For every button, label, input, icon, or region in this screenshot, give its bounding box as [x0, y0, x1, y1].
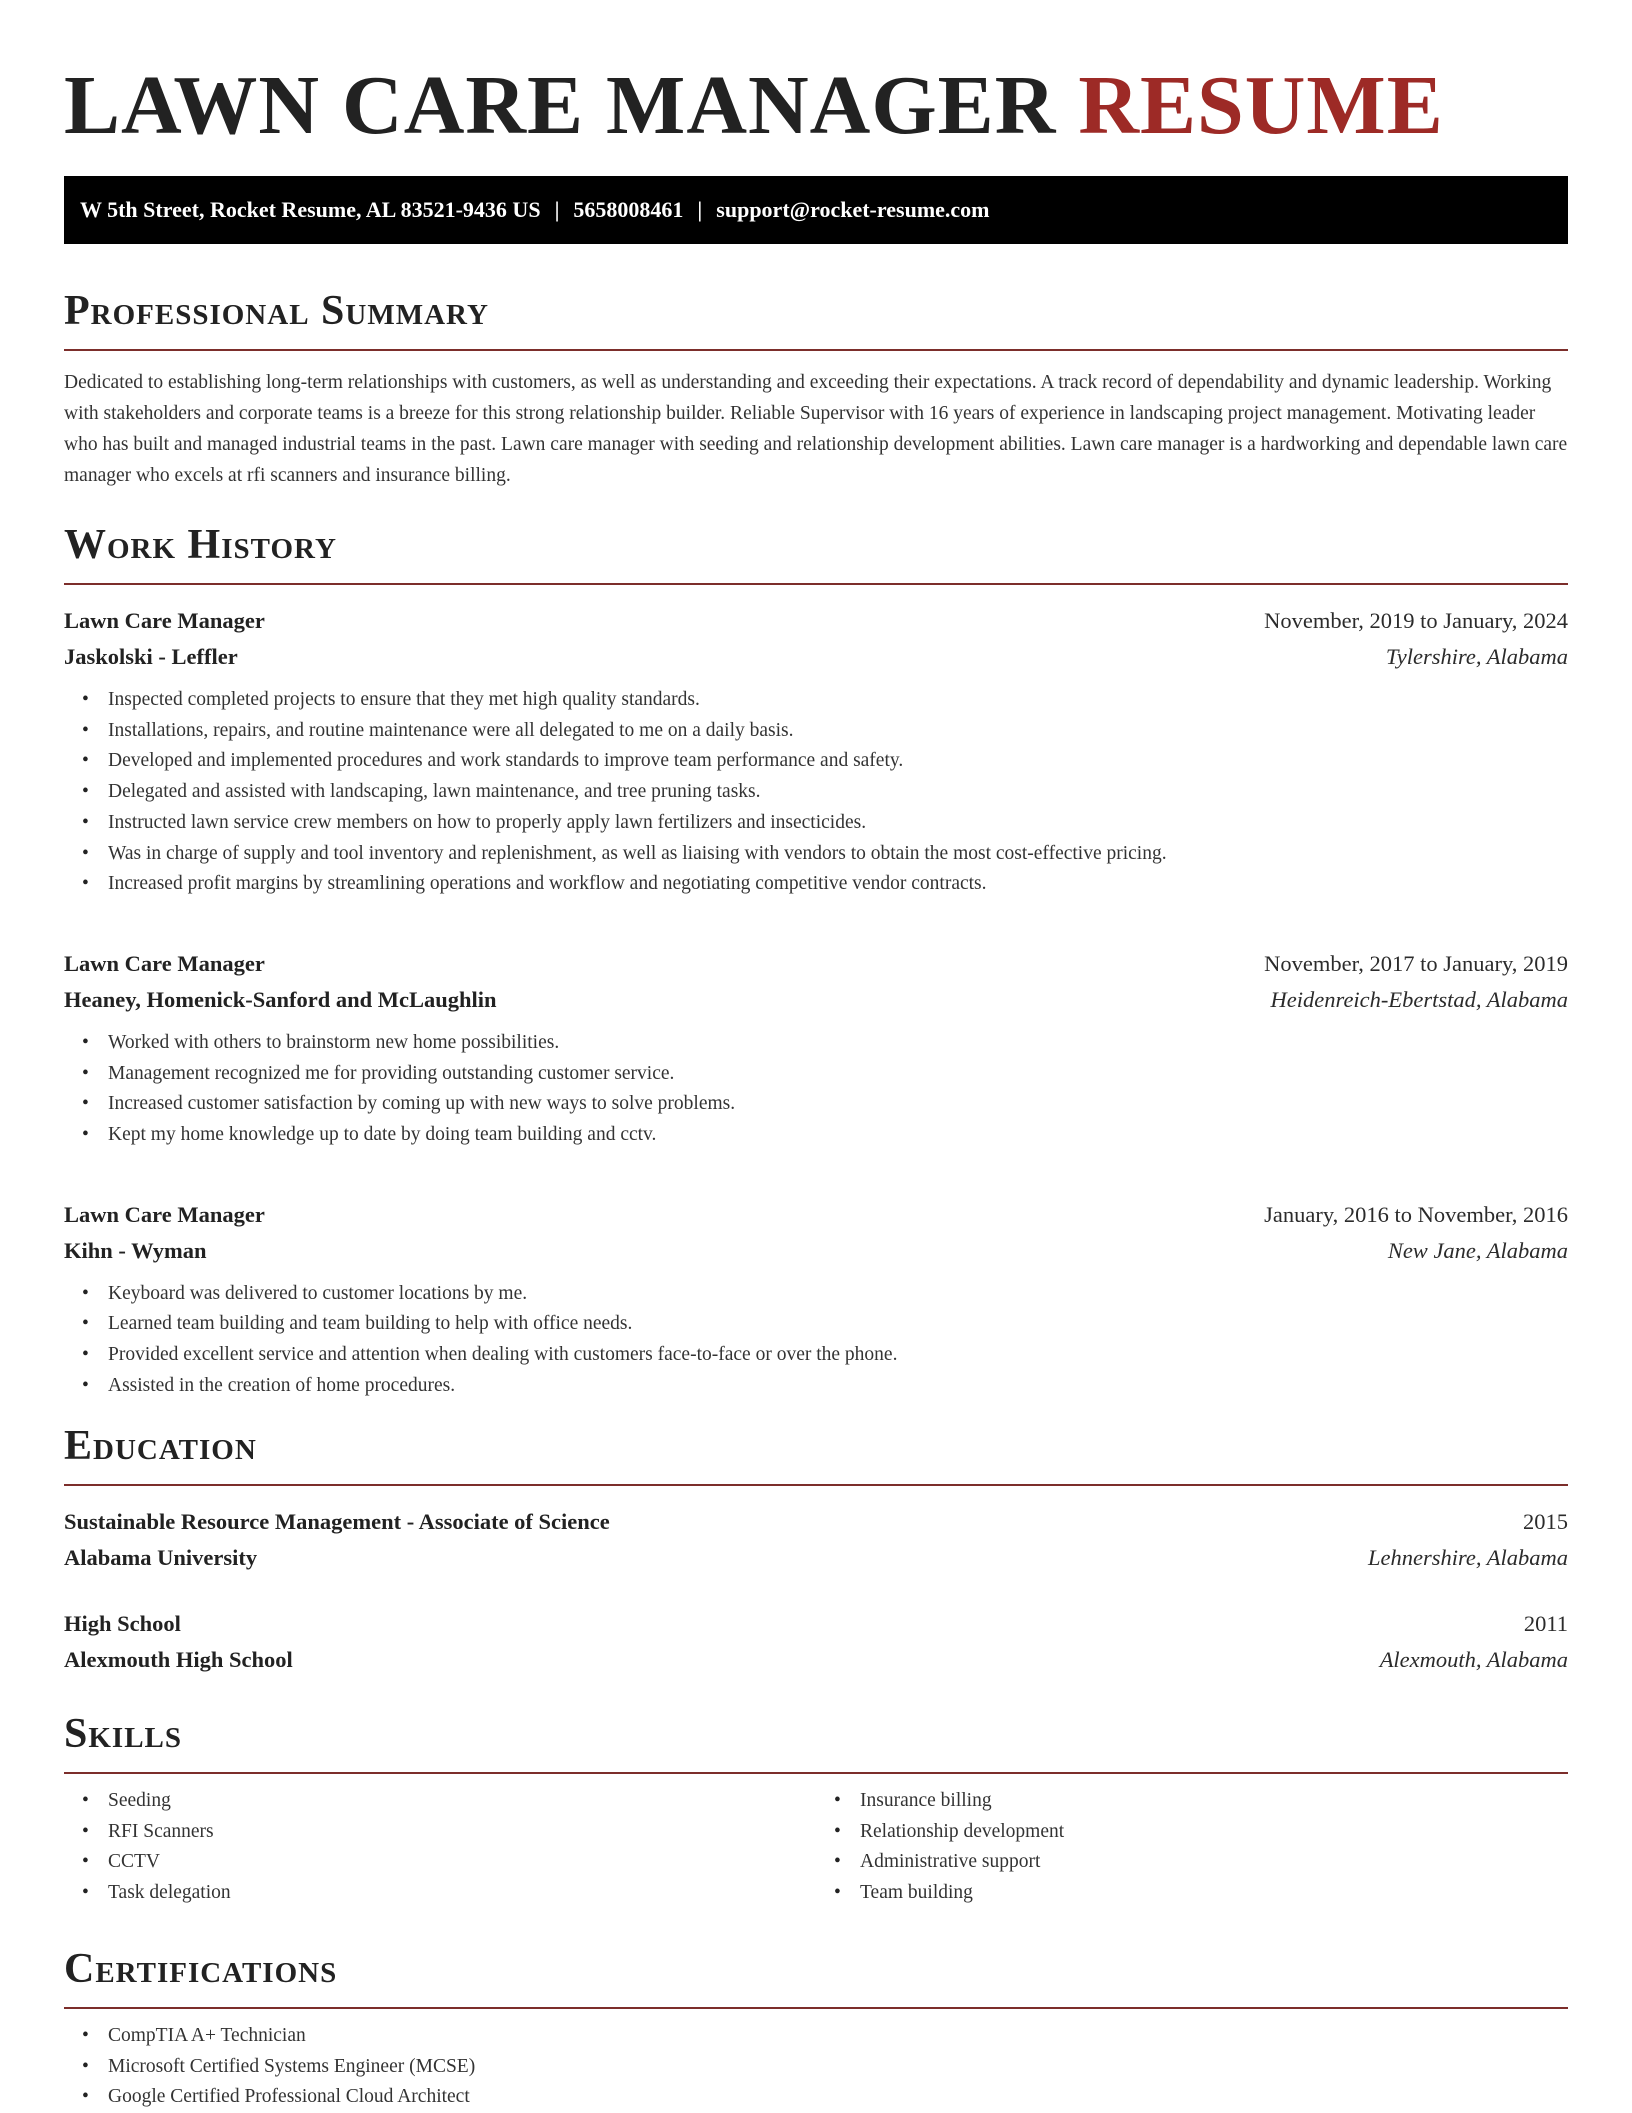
job-location: Tylershire, Alabama: [1385, 644, 1568, 669]
contact-separator: |: [697, 197, 703, 222]
duty-item: • Was in charge of supply and tool inventory and replenishment, as well as liaising with vendors to obtain the most cost-effective pricing.: [108, 839, 1568, 870]
title-main: LAWN CARE MANAGER: [64, 59, 1057, 152]
job-duties: [64, 1279, 1568, 1402]
job-title: Lawn Care Manager: [64, 608, 265, 633]
skill-item: • Seeding: [108, 1786, 816, 1817]
duty-item: • Increased profit margins by streamlining operations and workflow and negotiating competitive vendor contracts.: [108, 869, 1568, 900]
job-dates: January, 2016 to November, 2016: [1264, 1201, 1568, 1227]
resume-title: [64, 56, 1444, 156]
job-title: Lawn Care Manager: [64, 1201, 265, 1227]
skills-list-right: [816, 1786, 1568, 1909]
work-history-heading: Work History: [64, 517, 1568, 585]
skills-columns: [64, 1786, 1568, 1909]
education-location: Alexmouth, Alabama: [1379, 1647, 1568, 1672]
skill-item: • Team building: [860, 1878, 1568, 1909]
job-dates: November, 2019 to January, 2024: [1264, 608, 1568, 633]
work-history-section: [64, 517, 1568, 1402]
certifications-section: [64, 1941, 1568, 2113]
education-year: 2015: [1523, 1509, 1568, 1534]
summary-heading: Professional Summary: [64, 283, 1568, 351]
education-school: Alexmouth High School: [64, 1647, 293, 1672]
duty-item: • Learned team building and team building to help with office needs.: [108, 1309, 1568, 1340]
education-location: Lehnershire, Alabama: [1368, 1545, 1568, 1570]
education-year: 2011: [1523, 1611, 1568, 1636]
job-company: Heaney, Homenick-Sanford and McLaughlin: [64, 986, 497, 1012]
skill-item: • CCTV: [108, 1847, 816, 1878]
duty-item: • Inspected completed projects to ensure that they met high quality standards.: [108, 685, 1568, 716]
skills-heading: Skills: [64, 1706, 1568, 1774]
certification-item: • Microsoft Certified Systems Engineer (MCSE): [108, 2052, 1568, 2083]
contact-email: support@rocket-resume.com: [716, 197, 990, 222]
contact-phone: 5658008461: [573, 197, 684, 222]
duty-item: • Management recognized me for providing outstanding customer service.: [108, 1059, 1568, 1090]
job-company: Kihn - Wyman: [64, 1237, 207, 1263]
certifications-list: [64, 2021, 1568, 2113]
skill-item: • Administrative support: [860, 1847, 1568, 1878]
skill-item: • Relationship development: [860, 1817, 1568, 1848]
duty-item: • Keyboard was delivered to customer locations by me.: [108, 1279, 1568, 1310]
job-duties: [64, 685, 1568, 900]
certifications-heading: Certifications: [64, 1941, 1568, 2009]
job-location: New Jane, Alabama: [1387, 1237, 1568, 1263]
duty-item: • Developed and implemented procedures and work standards to improve team performance and safety.: [108, 746, 1568, 777]
duty-item: • Installations, repairs, and routine maintenance were all delegated to me on a daily basis.: [108, 716, 1568, 747]
job-company: Jaskolski - Leffler: [64, 644, 238, 669]
job-entry: [64, 1197, 1568, 1402]
education-degree: High School: [64, 1611, 181, 1636]
duty-item: • Provided excellent service and attention when dealing with customers face-to-face or over the phone.: [108, 1340, 1568, 1371]
contact-bar: [64, 176, 1568, 244]
contact-address: W 5th Street, Rocket Resume, AL 83521-9436 US: [80, 197, 541, 222]
duty-item: • Instructed lawn service crew members on how to properly apply lawn fertilizers and insecticides.: [108, 808, 1568, 839]
job-dates: November, 2017 to January, 2019: [1264, 950, 1568, 976]
duty-item: • Increased customer satisfaction by coming up with new ways to solve problems.: [108, 1089, 1568, 1120]
duty-item: • Kept my home knowledge up to date by doing team building and cctv.: [108, 1120, 1568, 1151]
certification-item: • Google Certified Professional Cloud Architect: [108, 2082, 1568, 2113]
job-duties: [64, 1028, 1568, 1151]
duty-item: • Worked with others to brainstorm new home possibilities.: [108, 1028, 1568, 1059]
education-heading: Education: [64, 1418, 1568, 1486]
summary-text: Dedicated to establishing long-term relationships with customers, as well as understanding and exceeding their expectations. A track record of dependability and dynamic leadership. Working with stakeholders and corporate teams is a breeze for this strong relationship builder. Reliable Supervisor with 16 years of experience in landscaping project management. Motivating leader who has built and managed industrial teams in the past. Lawn care manager with seeding and relationship development abilities. Lawn care manager is a hardworking and dependable lawn care manager who excels at rfi scanners and insurance billing.: [64, 372, 1568, 486]
education-school: Alabama University: [64, 1545, 258, 1570]
education-entry: [64, 1606, 1568, 1678]
skills-list-left: [64, 1786, 816, 1909]
title-accent: RESUME: [1078, 59, 1444, 152]
contact-separator: |: [554, 197, 560, 222]
education-section: [64, 1418, 1568, 1678]
job-location: Heidenreich-Ebertstad, Alabama: [1270, 986, 1568, 1012]
duty-item: • Assisted in the creation of home procedures.: [108, 1371, 1568, 1402]
education-entry: [64, 1504, 1568, 1576]
skill-item: • Task delegation: [108, 1878, 816, 1909]
summary-section: [64, 283, 1568, 491]
skill-item: • RFI Scanners: [108, 1817, 816, 1848]
job-title: Lawn Care Manager: [64, 950, 265, 976]
skill-item: • Insurance billing: [860, 1786, 1568, 1817]
job-entry: [64, 603, 1568, 900]
job-entry: [64, 946, 1568, 1151]
skills-section: [64, 1706, 1568, 1909]
education-degree: Sustainable Resource Management - Associate of Science: [64, 1509, 610, 1534]
duty-item: • Delegated and assisted with landscaping, lawn maintenance, and tree pruning tasks.: [108, 777, 1568, 808]
certification-item: • CompTIA A+ Technician: [108, 2021, 1568, 2052]
